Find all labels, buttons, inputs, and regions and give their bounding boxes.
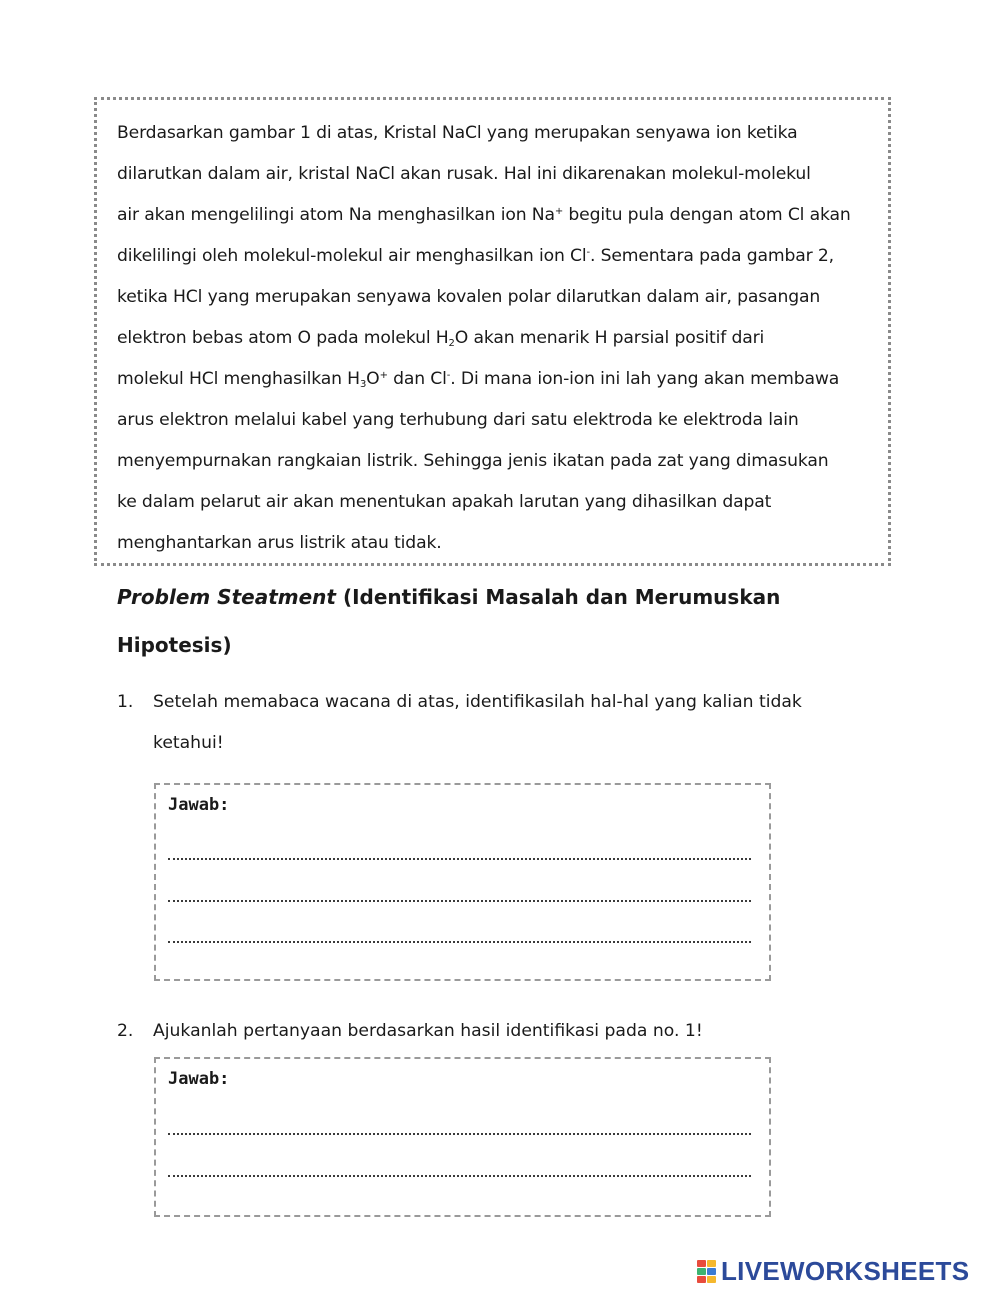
passage-text-segment: arus elektron melalui kabel yang terhubung dari satu elektroda ke elektroda lain [117,410,799,430]
passage-text-segment: O akan menarik H parsial positif dari [454,328,765,348]
question-2 [117,1011,877,1052]
passage-text-segment: dilarutkan dalam air, kristal NaCl akan rusak. Hal ini dikarenakan molekul-molekul [117,164,811,184]
answer-box-2[interactable] [154,1057,771,1217]
logo-block [707,1268,716,1275]
passage-text-segment: . Sementara pada gambar 2, [589,246,834,266]
superscript: - [446,370,451,381]
passage-text-segment: . Di mana ion-ion ini lah yang akan membawa [450,369,840,389]
passage-line [117,400,887,441]
passage-text-segment: menghantarkan arus listrik atau tidak. [117,533,442,553]
question-number: 2. [117,1021,134,1041]
liveworksheets-logo-icon [697,1258,717,1284]
passage-line [117,359,887,400]
answer-label: Jawab: [168,1069,230,1089]
section-title [117,573,877,669]
section-title-italic: Problem Steatment [117,585,336,609]
logo-block [697,1268,706,1275]
answer-line[interactable] [168,1133,751,1135]
answer-box-1[interactable] [154,783,771,981]
superscript: + [379,370,388,381]
passage-text-segment: Berdasarkan gambar 1 di atas, Kristal NaCl yang merupakan senyawa ion ketika [117,123,798,143]
passage-text-segment: air akan mengelilingi atom Na menghasilkan ion Na [117,205,555,225]
logo-block [707,1260,716,1267]
passage-text-segment: ketika HCl yang merupakan senyawa kovalen polar dilarutkan dalam air, pasangan [117,287,821,307]
answer-line[interactable] [168,1175,751,1177]
passage-line [117,195,887,236]
passage-line [117,277,887,318]
passage-text-segment: ke dalam pelarut air akan menentukan apakah larutan yang dihasilkan dapat [117,492,772,512]
passage-line [117,154,887,195]
answer-label: Jawab: [168,795,230,815]
passage-line [117,113,887,154]
passage-text-segment: molekul HCl menghasilkan H [117,369,360,389]
passage-text [117,113,887,564]
subscript: 2 [448,338,455,349]
superscript: + [554,206,564,217]
passage-line [117,236,887,277]
section-title-line2: Hipotesis) [117,633,232,657]
passage-line [117,523,887,564]
section-title-rest: (Identifikasi Masalah dan Merumuskan [335,585,781,609]
passage-text-segment: elektron bebas atom O pada molekul H [117,328,449,348]
answer-line[interactable] [168,941,751,943]
passage-line [117,482,887,523]
question-text-line1: Ajukanlah pertanyaan berdasarkan hasil identifikasi pada no. 1! [153,1021,703,1041]
answer-line[interactable] [168,900,751,902]
passage-text-segment: menyempurnakan rangkaian listrik. Sehingga jenis ikatan pada zat yang dimasukan [117,451,829,471]
question-text-line2: ketahui! [153,733,224,753]
logo-block [697,1260,706,1267]
subscript: 3 [359,379,367,390]
question-number: 1. [117,692,134,712]
logo-block [697,1276,706,1283]
passage-line [117,318,887,359]
question-text-line1: Setelah memabaca wacana di atas, identifikasilah hal-hal yang kalian tidak [153,692,802,712]
passage-text-segment: O [366,369,380,389]
question-1 [117,682,877,764]
passage-text-segment: dan Cl [387,369,447,389]
passage-text-segment: begitu pula dengan atom Cl akan [563,205,851,225]
passage-text-segment: dikelilingi oleh molekul-molekul air menghasilkan ion Cl [117,246,587,266]
liveworksheets-brand [697,1256,969,1286]
superscript: - [586,247,590,258]
logo-block [707,1276,716,1283]
brand-name: LIVEWORKSHEETS [721,1256,970,1286]
passage-line [117,441,887,482]
answer-line[interactable] [168,858,751,860]
